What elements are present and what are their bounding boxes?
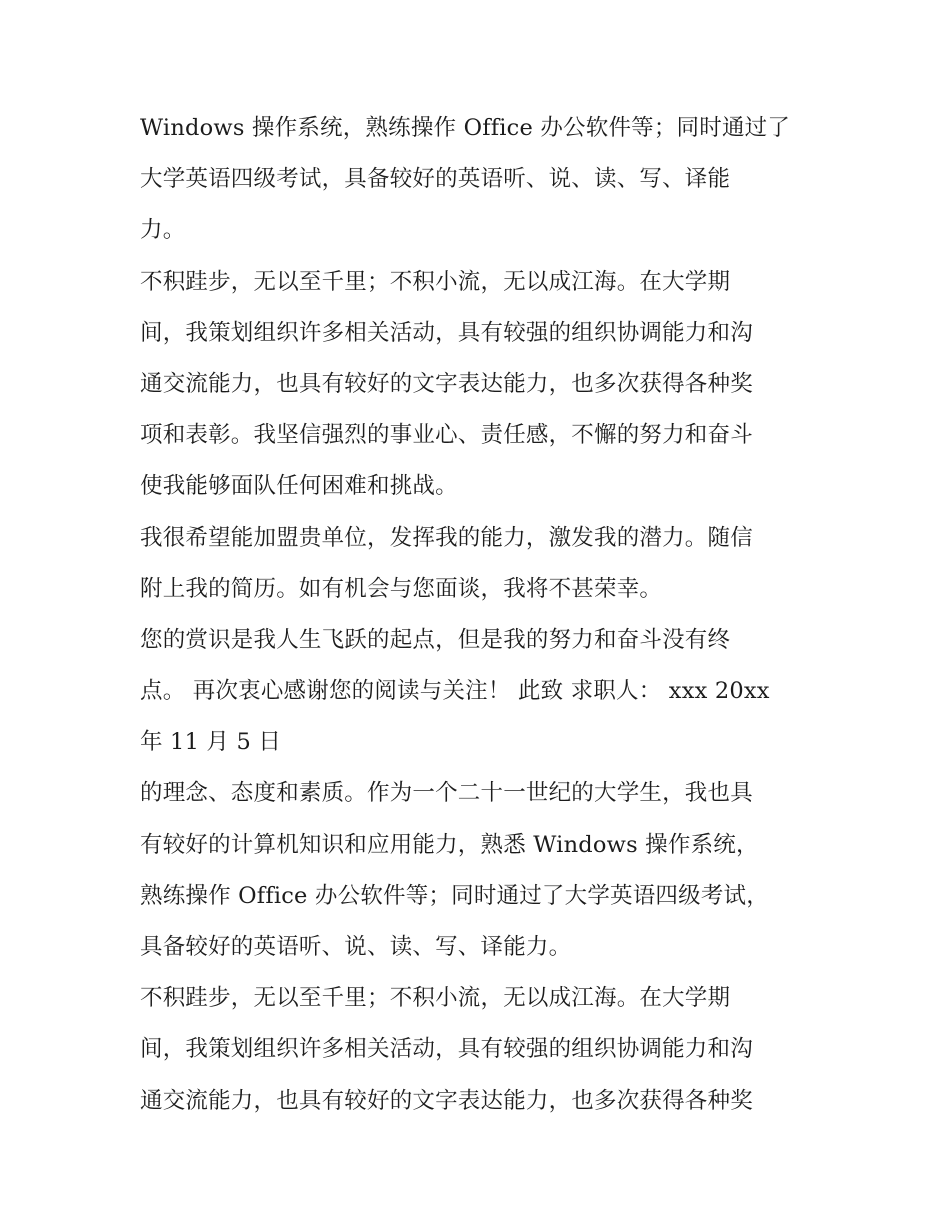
text-line: 通交流能力，也具有较好的文字表达能力，也多次获得各种奖 bbox=[140, 370, 753, 397]
text-line: 附上我的简历。如有机会与您面谈，我将不甚荣幸。 bbox=[140, 575, 663, 602]
text-line: 点。 再次衷心感谢您的阅读与关注！ 此致 求职人： xxx 20xx bbox=[140, 678, 770, 705]
text-line: 熟练操作 Office 办公软件等；同时通过了大学英语四级考试， bbox=[140, 882, 769, 909]
text-line: 通交流能力，也具有较好的文字表达能力，也多次获得各种奖 bbox=[140, 1087, 753, 1114]
document-body bbox=[140, 103, 820, 1127]
text-line: 您的赏识是我人生飞跃的起点，但是我的努力和奋斗没有终 bbox=[140, 626, 731, 653]
text-line: 间，我策划组织许多相关活动，具有较强的组织协调能力和沟 bbox=[140, 1036, 753, 1063]
text-line: 间，我策划组织许多相关活动，具有较强的组织协调能力和沟 bbox=[140, 319, 753, 346]
text-line: 具备较好的英语听、说、读、写、译能力。 bbox=[140, 934, 572, 960]
text-line: 的理念、态度和素质。作为一个二十一世纪的大学生，我也具 bbox=[140, 780, 753, 807]
text-line: 不积跬步，无以至千里；不积小流，无以成江海。在大学期 bbox=[140, 268, 731, 295]
text-line: 力。 bbox=[140, 217, 186, 244]
text-line: 年 11 月 5 日 bbox=[140, 729, 282, 756]
text-line: Windows 操作系统，熟练操作 Office 办公软件等；同时通过了 bbox=[140, 115, 791, 141]
text-line: 使我能够面队任何困难和挑战。 bbox=[140, 473, 458, 500]
text-line: 大学英语四级考试，具备较好的英语听、说、读、写、译能 bbox=[140, 166, 731, 193]
text-line: 有较好的计算机知识和应用能力，熟悉 Windows 操作系统， bbox=[140, 831, 759, 858]
text-line: 项和表彰。我坚信强烈的事业心、责任感，不懈的努力和奋斗 bbox=[140, 422, 753, 449]
text-line: 不积跬步，无以至千里；不积小流，无以成江海。在大学期 bbox=[140, 985, 731, 1012]
text-line: 我很希望能加盟贵单位，发挥我的能力，激发我的潜力。随信 bbox=[140, 524, 753, 551]
